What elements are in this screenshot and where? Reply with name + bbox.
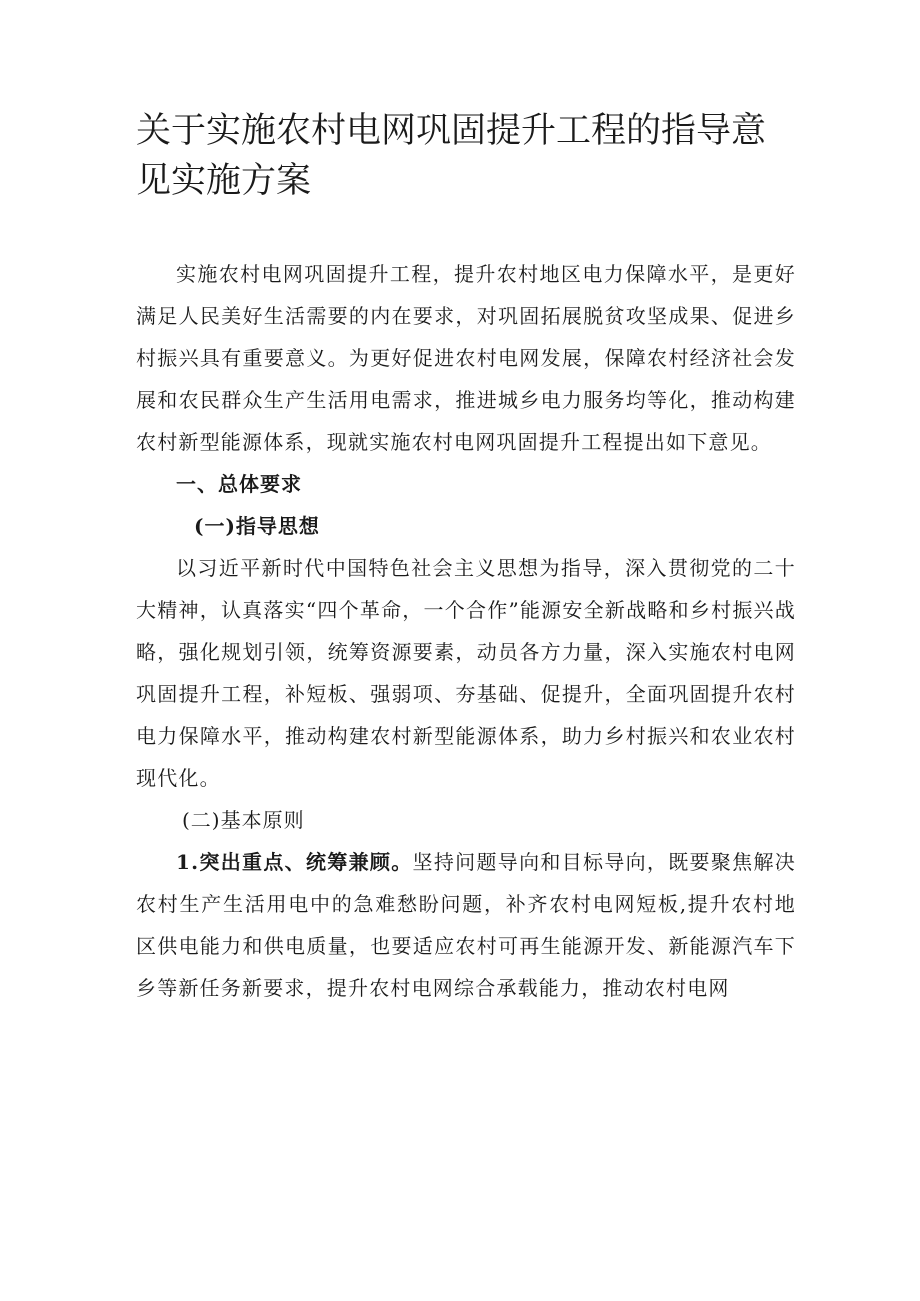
principle-1-text: 坚持问题导向和目标导向，既要聚焦解决农村生产生活用电中的急难愁盼问题，补齐农村电网短板,提升农村地区供电能力和供电质量，也要适应农村可再生能源开发、新能源汽车下乡等新任务新要求，提升农村电网综合承载能力，推动农村电网 [136,850,797,1000]
principle-1-lead: 1.突出重点、统筹兼顾。 [176,850,413,874]
document-title: 关于实施农村电网巩固提升工程的指导意见实施方案 [136,111,767,201]
guiding-ideology-paragraph: 以习近平新时代中国特色社会主义思想为指导，深入贯彻党的二十大精神，认真落实“四个革命，一个合作”能源安全新战略和乡村振兴战略，强化规划引领，统筹资源要素，动员各方力量，深入实施农村电网巩固提升工程，补短板、强弱项、夯基础、促提升，全面巩固提升农村电力保障水平，推动构建农村新型能源体系，助力乡村振兴和农业农村现代化。 [136,556,796,790]
subsection-heading-guiding-ideology: (一)指导思想 [194,514,320,538]
principle-1-paragraph [136,841,796,1009]
subsection-heading-basic-principles: (二)基本原则 [182,808,305,832]
section-heading-general-requirements: 一、总体要求 [176,472,302,496]
intro-paragraph: 实施农村电网巩固提升工程，提升农村地区电力保障水平，是更好满足人民美好生活需要的内在要求，对巩固拓展脱贫攻坚成果、促进乡村振兴具有重要意义。为更好促进农村电网发展，保障农村经济社会发展和农民群众生产生活用电需求，推进城乡电力服务均等化，推动构建农村新型能源体系，现就实施农村电网巩固提升工程提出如下意见。 [136,262,796,454]
document-body [136,253,796,1009]
